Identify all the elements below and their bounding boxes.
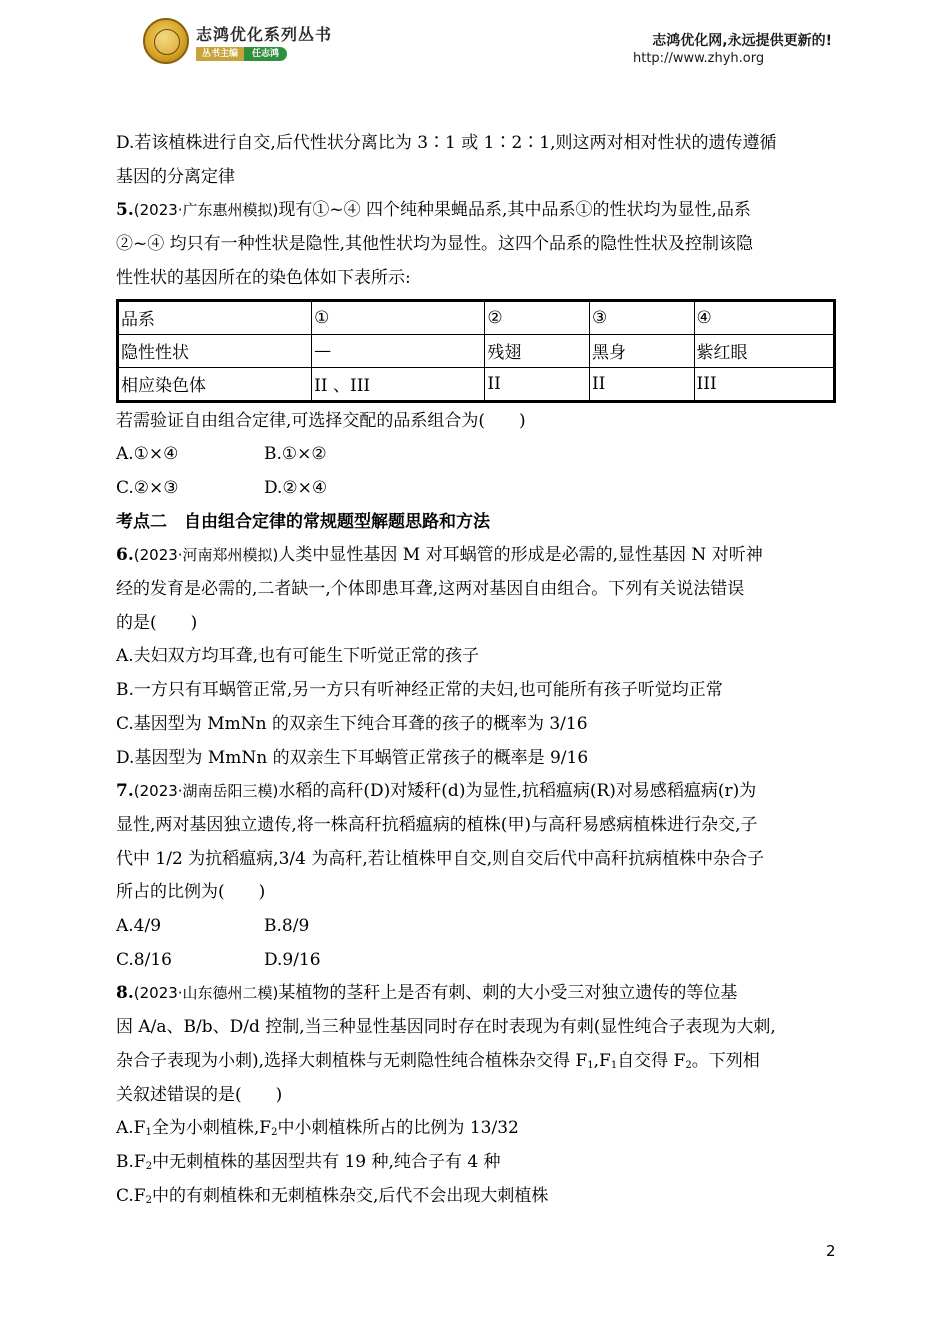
table-cell: ① [312,300,485,334]
subscript: 2 [271,1127,278,1139]
text-segment: 。下列相 [691,1050,760,1071]
text-segment: ,F [593,1050,611,1071]
question-source: (2023·湖南岳阳三模) [133,782,279,801]
question-text: 现有①~④ 四个纯种果蝇品系,其中品系①的性状均为显性,品系 [278,200,751,221]
table-cell: 相应染色体 [118,367,312,401]
option-b[interactable] [116,1146,836,1180]
option-b[interactable]: B.8/9 [264,916,310,937]
option-d[interactable]: D.基因型为 MmNn 的双亲生下耳蜗管正常孩子的概率是 9/16 [116,747,589,768]
table-cell: 紫红眼 [694,334,834,367]
option-d[interactable]: D.9/16 [264,949,321,970]
question-5-options-row1 [116,438,836,472]
header-url[interactable]: http://www.zhyh.org [633,51,765,66]
logo-emblem [154,29,180,55]
subscript: 1 [587,1059,594,1071]
option-c[interactable] [116,1180,836,1214]
question-number: 7. [116,781,134,802]
question-text: 人类中显性基因 M 对耳蜗管的形成是必需的,显性基因 N 对听神 [278,545,763,566]
question-6-line3: 的是( ) [116,612,198,633]
option-c[interactable]: C.②×③ [116,477,179,498]
option-a[interactable]: A.夫妇双方均耳聋,也有可能生下听觉正常的孩子 [116,646,480,667]
text-segment: 自交得 F [617,1050,686,1071]
question-7-line1 [116,775,836,809]
option-c[interactable]: C.基因型为 MmNn 的双亲生下纯合耳聋的孩子的概率为 3/16 [116,713,588,734]
question-8-line3 [116,1045,836,1079]
text-segment: 全为小刺植株,F [151,1118,272,1139]
table-cell: II [589,367,694,401]
page-number: 2 [826,1242,836,1260]
subscript: 1 [610,1059,618,1071]
text-segment: 中小刺植株所占的比例为 13/32 [277,1118,519,1139]
option-b[interactable]: B.一方只有耳蜗管正常,另一方只有听神经正常的夫妇,也可能所有孩子听觉均正常 [116,680,723,701]
question-source: (2023·山东德州二模) [133,984,279,1003]
text-segment: B.F [116,1151,146,1172]
text-segment: C.F [116,1185,146,1206]
question-7-options-row1 [116,910,836,944]
table-row [118,367,835,401]
question-5-stem: 若需验证自由组合定律,可选择交配的品系组合为( ) [116,410,526,431]
text-segment: 杂合子表现为小刺),选择大刺植株与无刺隐性纯合植株杂交得 F [116,1050,588,1071]
question-8-line1 [116,977,836,1011]
option-d[interactable]: D.②×④ [264,477,328,498]
editor-label: 丛书主编 [196,47,244,61]
question-number: 8. [116,983,134,1004]
option-c[interactable]: C.8/16 [116,949,172,970]
question-7-line4: 所占的比例为( ) [116,882,266,903]
editor-badge [196,47,287,61]
table-row [118,300,835,334]
text-segment: 中无刺植株的基因型共有 19 种,纯合子有 4 种 [152,1151,501,1172]
page-content [116,127,836,1213]
question-5-line3: 性性状的基因所在的染色体如下表所示: [116,267,411,288]
question-source: (2023·河南郑州模拟) [133,546,279,565]
header-slogan: 志鸿优化网,永远提供更新的! [652,33,832,49]
question-8-line2: 因 A/a、B/b、D/d 控制,当三种显性基因同时存在时表现为有刺(显性纯合子表现为大刺, [116,1017,776,1038]
table-cell: 残翅 [485,334,590,367]
q4-option-d-line2: 基因的分离定律 [116,166,235,187]
table-cell: II [485,367,590,401]
table-cell: II 、III [312,367,485,401]
table-cell: 隐性性状 [118,334,312,367]
strain-table [116,299,836,403]
table-cell: 黑身 [589,334,694,367]
subscript: 2 [685,1059,692,1071]
question-7-line3: 代中 1/2 为抗稻瘟病,3/4 为高秆,若让植株甲自交,则自交后代中高秆抗病植株中杂合子 [116,848,765,869]
text-segment: 中的有刺植株和无刺植株杂交,后代不会出现大刺植株 [151,1185,549,1206]
question-text: 某植物的茎秆上是否有刺、刺的大小受三对独立遗传的等位基 [278,983,738,1004]
table-cell: ④ [694,300,834,334]
text-segment: A.F [116,1118,146,1139]
series-title: 志鸿优化系列丛书 [196,25,333,44]
subscript: 1 [145,1127,152,1139]
series-logo-icon [143,18,189,64]
subscript: 2 [145,1160,153,1172]
question-7-options-row2 [116,944,836,978]
editor-name: 任志鸿 [244,47,287,61]
table-cell: — [312,334,485,367]
section-heading: 考点二 自由组合定律的常规题型解题思路和方法 [116,511,490,532]
question-7-line2: 显性,两对基因独立遗传,将一株高秆抗稻瘟病的植株(甲)与高秆易感病植株进行杂交,子 [116,814,758,835]
question-number: 5. [116,200,134,221]
table-cell: III [694,367,834,401]
question-5-line2: ②~④ 均只有一种性状是隐性,其他性状均为显性。这四个品系的隐性性状及控制该隐 [116,234,754,255]
question-source: (2023·广东惠州模拟) [133,201,279,220]
option-b[interactable]: B.①×② [264,444,327,465]
question-number: 6. [116,545,134,566]
table-cell: ③ [589,300,694,334]
q4-option-d-line1: D.若该植株进行自交,后代性状分离比为 3∶1 或 1∶2∶1,则这两对相对性状的遗传遵循 [116,133,777,153]
option-a[interactable]: A.①×④ [116,444,179,465]
option-a[interactable]: A.4/9 [116,916,162,937]
question-8-line4: 关叙述错误的是( ) [116,1084,283,1105]
option-a[interactable] [116,1112,836,1146]
question-5-line1 [116,194,836,228]
question-6-line1 [116,539,836,573]
question-text: 水稻的高秆(D)对矮秆(d)为显性,抗稻瘟病(R)对易感稻瘟病(r)为 [278,781,757,802]
question-6-line2: 经的发育是必需的,二者缺一,个体即患耳聋,这两对基因自由组合。下列有关说法错误 [116,579,745,600]
table-cell: 品系 [118,300,312,334]
table-row [118,334,835,367]
table-cell: ② [485,300,590,334]
page-header [0,0,950,80]
question-5-options-row2 [116,472,836,506]
subscript: 2 [145,1194,152,1206]
